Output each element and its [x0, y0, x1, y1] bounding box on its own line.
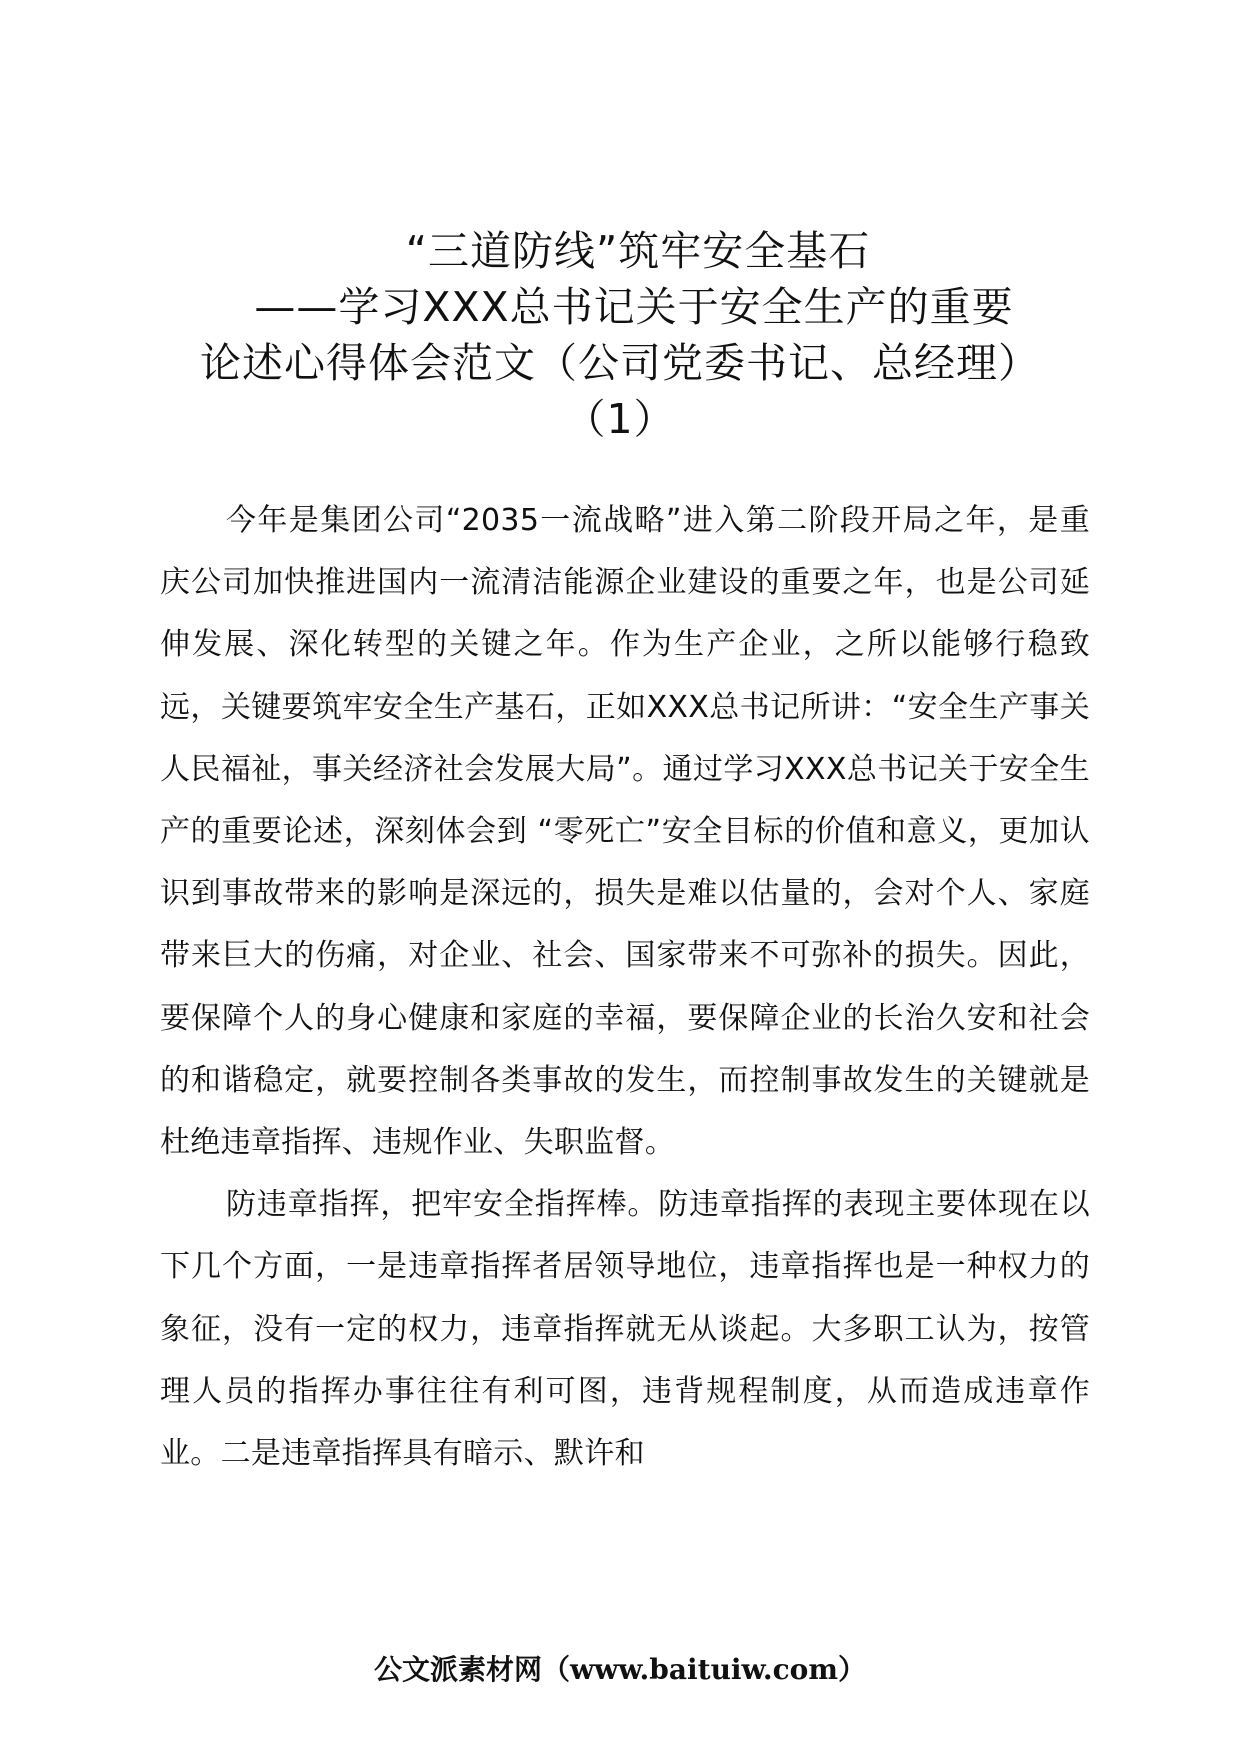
document-body — [160, 490, 1090, 1485]
title-line-1: “三道防线”筑牢安全基石 — [405, 227, 871, 275]
title-line-3: 论述心得体会范文（公司党委书记、总经理） — [200, 339, 1040, 387]
title-line-4: （1） — [564, 395, 676, 443]
title-line-2: ——学习XXX总书记关于安全生产的重要 — [254, 283, 1014, 331]
footer-watermark: 公文派素材网（www.baituiw.com） — [374, 1653, 866, 1686]
paragraph-2: 防违章指挥，把牢安全指挥棒。防违章指挥的表现主要体现在以下几个方面，一是违章指挥者居领导地位，违章指挥也是一种权力的象征，没有一定的权力，违章指挥就无从谈起。大多职工认为，按管理人员的指挥办事往往有利可图，违背规程制度，从而造成违章作业。二是违章指挥具有暗示、默许和 — [160, 1187, 1090, 1472]
document-title — [160, 223, 1080, 447]
paragraph-1: 今年是集团公司“2035一流战略”进入第二阶段开局之年，是重庆公司加快推进国内一流清洁能源企业建设的重要之年，也是公司延伸发展、深化转型的关键之年。作为生产企业，之所以能够行稳致远，关键要筑牢安全生产基石，正如XXX总书记所讲：“安全生产事关人民福祉，事关经济社会发展大局”。通过学习XXX总书记关于安全生产的重要论述，深刻体会到 “零死亡”安全目标的价值和意义，更加认识到事故带来的影响是深远的，损失是难以估量的，会对个人、家庭带来巨大的伤痛，对企业、社会、国家带来不可弥补的损失。因此，要保障个人的身心健康和家庭的幸福，要保障企业的长治久安和社会的和谐稳定，就要控制各类事故的发生，而控制事故发生的关键就是杜绝违章指挥、违规作业、失职监督。 — [160, 503, 1090, 1161]
